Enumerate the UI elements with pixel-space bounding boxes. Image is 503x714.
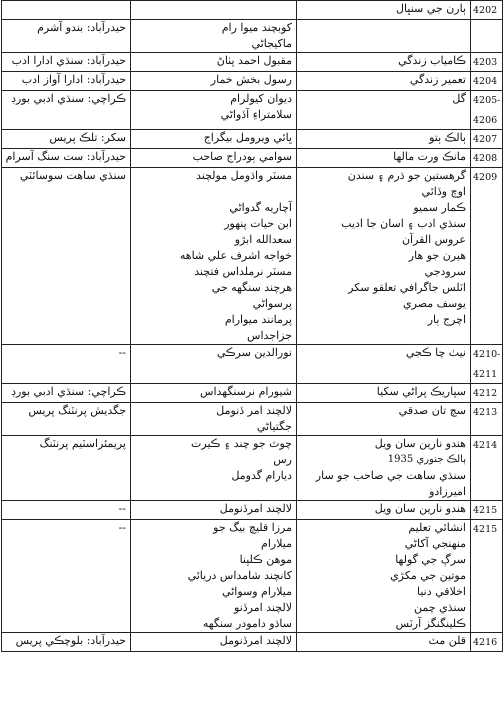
- auth-line: سوامي ٻودراج صاحب: [192, 150, 292, 163]
- entry-number-cell: [471, 436, 503, 501]
- num-line: 4207: [473, 134, 498, 145]
- title-line: ڪامياب زندگي: [398, 54, 466, 67]
- author-cell: [131, 436, 297, 501]
- publisher-cell: [2, 633, 131, 652]
- pub-line: حيدرآباد: ست سنگ آسرام: [5, 150, 126, 163]
- auth-line: سلامتراءِ آڏواڻي: [220, 108, 292, 121]
- publisher-cell: [2, 403, 131, 436]
- title-cell: [297, 72, 471, 91]
- table-row: [2, 53, 503, 72]
- pub-line: جگديش پرنٽنگ پريس: [28, 404, 126, 417]
- auth-line: آچاريه گدواڻي: [229, 201, 292, 214]
- title-line: سپاريڪ پراڻي سکيا: [376, 385, 466, 398]
- auth-line: رس: [273, 453, 292, 466]
- num-line: 4203: [473, 57, 498, 68]
- entry-number-cell: [471, 53, 503, 72]
- author-cell: [131, 53, 297, 72]
- publisher-cell: [2, 501, 131, 520]
- entry-number-cell: [471, 384, 503, 403]
- auth-line: جزاجداس: [247, 329, 292, 342]
- auth-line: لالچند امر ڏنومل: [216, 404, 292, 417]
- publisher-cell: [2, 72, 131, 91]
- num-line: 4209: [473, 172, 498, 183]
- entry-number-cell: [471, 168, 503, 345]
- publisher-cell: [2, 436, 131, 501]
- title-line: اخلاقي دنيا: [417, 585, 466, 598]
- pub-line: حيدرآباد: ادارا آواز ادب: [21, 73, 126, 86]
- title-line: ڪمار سميو: [413, 201, 466, 214]
- title-line: سچ تان صدقي: [398, 404, 466, 417]
- title-line: انشائي تعليم: [408, 521, 466, 534]
- auth-line: مسٽر واڌومل مولچند: [195, 169, 292, 182]
- author-cell: [131, 20, 297, 53]
- title-cell: [297, 436, 471, 501]
- title-line: اميرزادو: [429, 485, 466, 498]
- bibliography-table: [1, 0, 503, 652]
- num-line: 4206: [473, 115, 498, 126]
- table-row: [2, 384, 503, 403]
- publisher-cell: [2, 149, 131, 168]
- table-row: [2, 149, 503, 168]
- title-line: هندو نارين سان ويل: [374, 502, 466, 515]
- auth-line: ديوان کيولرام: [230, 92, 292, 105]
- auth-line: سعدالله ابڙو: [234, 233, 292, 246]
- title-cell: [297, 91, 471, 130]
- num-line: 4208: [473, 153, 498, 164]
- title-line: ٻالڪ ٻتو: [429, 131, 466, 144]
- entry-number-cell: [471, 130, 503, 149]
- title-line: اوچ وڏائي: [421, 185, 466, 198]
- auth-line: ميلارام: [261, 537, 292, 550]
- pub-line: سکر: تلڪ پريس: [49, 131, 126, 144]
- auth-line: مقبول احمد پٺاڻ: [216, 54, 292, 67]
- author-cell: [131, 1, 297, 20]
- title-line: تعمير زندگي: [409, 73, 466, 86]
- num-line: 4212: [473, 388, 498, 399]
- publisher-cell: [2, 130, 131, 149]
- auth-line: [135, 184, 292, 200]
- pub-line: ڪراچي: سنڌي ادبي بورڊ: [11, 385, 126, 398]
- auth-line: شيورام نرسنگهداس: [200, 385, 292, 398]
- title-line: مانڪ ورت مالها: [393, 150, 466, 163]
- title-cell: [297, 130, 471, 149]
- table-row: [2, 633, 503, 652]
- author-cell: [131, 91, 297, 130]
- pub-line: پريمئراسٽيم پرنٽنگ: [39, 437, 126, 450]
- publisher-cell: [2, 53, 131, 72]
- title-line: ڪلينگنگز آرٽس: [395, 617, 466, 630]
- entry-number-cell: [471, 72, 503, 91]
- auth-line: پرسواڻي: [252, 297, 292, 310]
- entry-number-cell: [471, 520, 503, 633]
- pub-line: حيدرآباد: بندو آشرم: [37, 21, 126, 34]
- auth-line: هرچند سنگهه جي: [211, 281, 292, 294]
- author-cell: [131, 168, 297, 345]
- title-line: ٻارن جي سنڀال: [396, 2, 466, 15]
- table-body: [2, 1, 503, 652]
- publisher-cell: [2, 384, 131, 403]
- title-line: سرڳ جي گولها: [395, 553, 466, 566]
- title-cell: [297, 20, 471, 53]
- publisher-cell: [2, 1, 131, 20]
- table-row: [2, 20, 503, 53]
- pub-line: حيدرآباد: بلوچڪي پريس: [15, 634, 126, 647]
- entry-number-cell: [471, 345, 503, 384]
- table-row: [2, 436, 503, 501]
- num-line: 4202: [473, 5, 498, 16]
- table-row: [2, 91, 503, 130]
- publisher-cell: [2, 91, 131, 130]
- table-row: [2, 130, 503, 149]
- num-line: 4210-: [473, 349, 501, 360]
- auth-line: ماکيجاڻي: [251, 37, 292, 50]
- title-line: هندو نارين سان ويل: [374, 437, 466, 450]
- auth-line: ميلارام وسواڻي: [222, 585, 292, 598]
- title-cell: [297, 384, 471, 403]
- table-row: [2, 345, 503, 384]
- auth-line: چوٽ جو چند ۽ ڪيرت: [191, 437, 292, 450]
- title-cell: [297, 501, 471, 520]
- author-cell: [131, 501, 297, 520]
- auth-line: کوبچند ميوا رام: [221, 21, 292, 34]
- num-line: 4205-: [473, 95, 501, 106]
- title-line: [301, 328, 466, 344]
- entry-number-cell: [471, 91, 503, 130]
- entry-number-cell: [471, 501, 503, 520]
- table-row: [2, 168, 503, 345]
- auth-line: ڀائي ويرومل بيگراج: [203, 131, 292, 144]
- author-cell: [131, 403, 297, 436]
- table-row: [2, 520, 503, 633]
- auth-line: جگتياڻي: [256, 420, 292, 433]
- auth-line: ساڌو دامودر سنگهه: [202, 617, 292, 630]
- pub-line: --: [118, 502, 126, 515]
- auth-line: رسول بخش خمار: [210, 73, 292, 86]
- title-cell: [297, 53, 471, 72]
- table-row: [2, 1, 503, 20]
- author-cell: [131, 72, 297, 91]
- title-cell: [297, 633, 471, 652]
- num-line: 4214: [473, 440, 498, 451]
- title-cell: [297, 520, 471, 633]
- title-line: سنڌي ساهت جي صاحب جو سار: [315, 469, 466, 482]
- table-row: [2, 501, 503, 520]
- author-cell: [131, 345, 297, 384]
- title-cell: [297, 149, 471, 168]
- pub-line: حيدرآباد: سنڌي ادارا ادب: [11, 54, 126, 67]
- entry-number-cell: [471, 149, 503, 168]
- title-cell: [297, 403, 471, 436]
- publisher-cell: [2, 20, 131, 53]
- pub-line: --: [118, 521, 126, 534]
- title-line: يوسف مصري: [403, 297, 466, 310]
- auth-line: لالچند امرڏنو: [234, 601, 292, 614]
- auth-line: کانچند شامداس دريائي: [187, 569, 292, 582]
- publisher-cell: [2, 168, 131, 345]
- publisher-cell: [2, 520, 131, 633]
- auth-line: لالچند امرڏنومل: [219, 634, 292, 647]
- auth-line: لالچند امرڏنومل: [219, 502, 292, 515]
- author-cell: [131, 384, 297, 403]
- title-line: هيرن جو هار: [408, 249, 466, 262]
- entry-number-cell: [471, 403, 503, 436]
- title-line: سنڌي چمن: [414, 601, 466, 614]
- title-line: سنڌي ادب ۽ اسان جا اديب: [341, 217, 466, 230]
- auth-line: مرزا قليچ بيگ جو: [213, 521, 292, 534]
- title-line: ٻالڪ جنوري 1935: [387, 454, 466, 465]
- author-cell: [131, 130, 297, 149]
- title-cell: [297, 345, 471, 384]
- auth-line: نورالدين سرڪي: [216, 346, 292, 359]
- auth-line: موهن ڪلپنا: [239, 553, 292, 566]
- author-cell: [131, 520, 297, 633]
- entry-number-cell: [471, 20, 503, 53]
- title-line: موتين جي مکڙي: [390, 569, 466, 582]
- num-line: 4216: [473, 637, 498, 648]
- pub-line: سنڌي ساهت سوسائٽي: [19, 169, 126, 182]
- num-line: 4213: [473, 407, 498, 418]
- pub-line: --: [118, 346, 126, 359]
- auth-line: ابن حيات پنهور: [224, 217, 292, 230]
- title-cell: [297, 168, 471, 345]
- num-line: 4215: [473, 505, 498, 516]
- auth-line: ديارام گدومل: [231, 469, 292, 482]
- author-cell: [131, 633, 297, 652]
- title-line: اٽلس جاگرافي تعلقو سکر: [348, 281, 466, 294]
- num-line: 4211: [473, 369, 498, 380]
- auth-line: پرمانند ميوارام: [224, 313, 292, 326]
- table-row: [2, 72, 503, 91]
- author-cell: [131, 149, 297, 168]
- entry-number-cell: [471, 633, 503, 652]
- title-line: گل: [452, 92, 466, 105]
- table-row: [2, 403, 503, 436]
- auth-line: خواجه اشرف علي شاهه: [179, 249, 292, 262]
- title-line: اچرج ٻار: [427, 313, 466, 326]
- entry-number-cell: [471, 1, 503, 20]
- title-line: نيٺ چا ڪجي: [405, 346, 466, 359]
- title-line: قلن مٽ: [428, 634, 466, 647]
- title-line: سرودجي: [424, 265, 466, 278]
- num-line: 4215: [473, 524, 498, 535]
- title-cell: [297, 1, 471, 20]
- publisher-cell: [2, 345, 131, 384]
- pub-line: ڪراچي: سنڌي ادبي بورڊ: [11, 92, 126, 105]
- auth-line: مسٽر نرملداس فتچند: [194, 265, 292, 278]
- title-line: منهنجي آکاڻي: [404, 537, 466, 550]
- title-line: گرهستين جو ڌرم ۽ سندن: [347, 169, 466, 182]
- num-line: 4204: [473, 76, 498, 87]
- title-line: عروس القرآن: [401, 233, 466, 246]
